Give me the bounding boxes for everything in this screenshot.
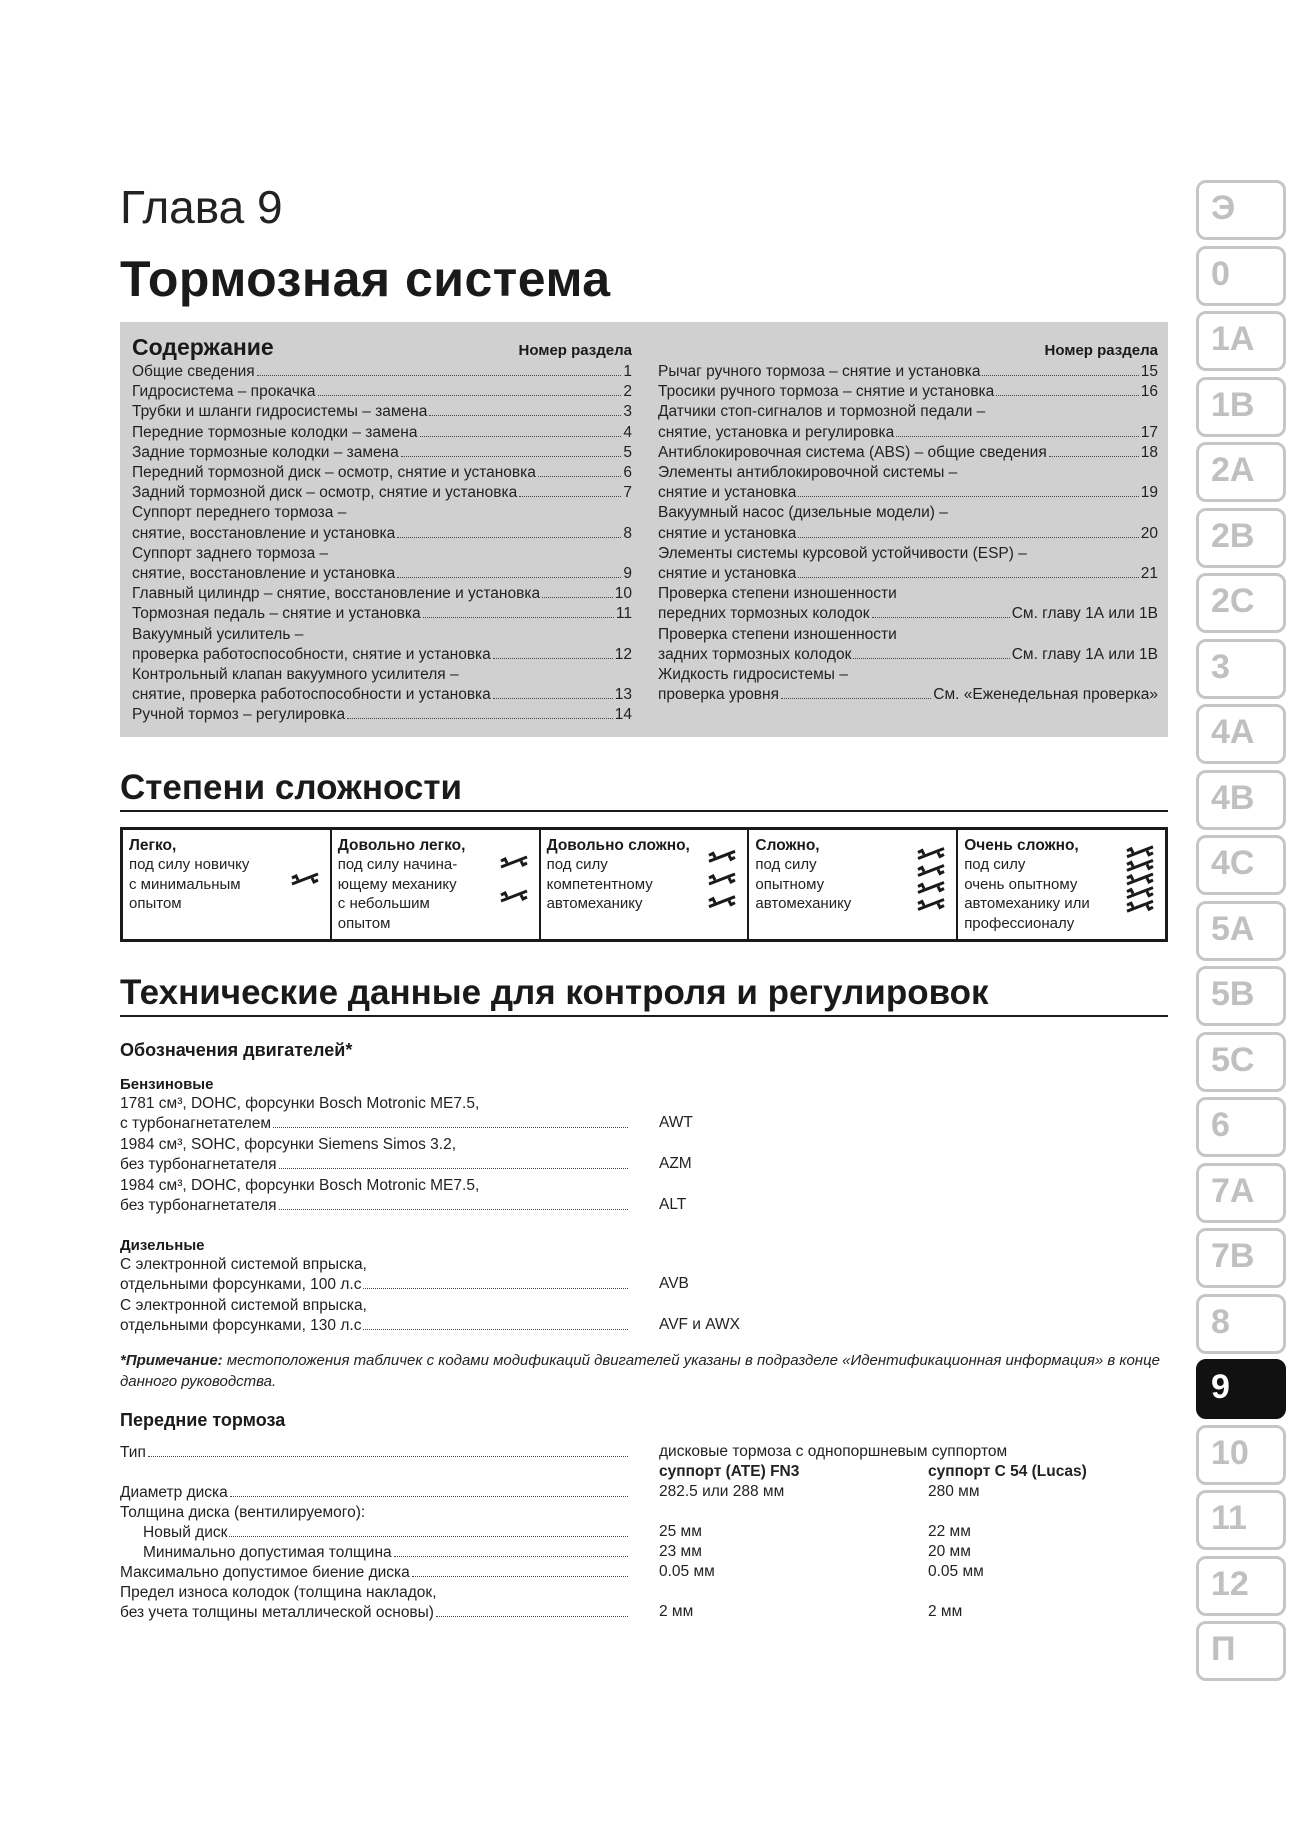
contents-entry-line bbox=[658, 382, 1158, 402]
contents-entry-number: 5 bbox=[623, 443, 632, 461]
difficulty-description: под силу компетентному автомеханику bbox=[546, 856, 653, 912]
contents-entry-title: Передние тормозные колодки – замена bbox=[132, 423, 418, 441]
contents-entry-title: снятие и установка bbox=[658, 484, 797, 502]
contents-entry bbox=[132, 625, 632, 665]
chapter-tab-label: 5В bbox=[1211, 975, 1255, 1013]
contents-entry-title: Жидкость гидросистемы – bbox=[658, 666, 848, 684]
chapter-tab-label: 6 bbox=[1211, 1106, 1230, 1144]
brake-type-label: Тип bbox=[120, 1444, 146, 1461]
contents-entry-line bbox=[132, 402, 632, 422]
min-thickness-row bbox=[143, 1543, 630, 1563]
spanner-icon bbox=[288, 840, 322, 920]
engine-description: 1781 см³, DOHC, форсунки Bosch Motronic ME7.5, bbox=[120, 1095, 480, 1112]
contents-entry bbox=[132, 362, 632, 382]
contents-entry-line bbox=[658, 665, 1158, 685]
contents-entry bbox=[132, 705, 632, 725]
contents-entry-title: Суппорт переднего тормоза – bbox=[132, 504, 347, 522]
difficulty-description: под силу начина- ющему механику с небольшим опытом bbox=[337, 856, 458, 932]
engines-heading: Обозначения двигателей* bbox=[120, 1040, 353, 1060]
contents-entry-line bbox=[658, 463, 1158, 483]
engine-code: AVF и AWX bbox=[659, 1316, 740, 1333]
chapter-tab-1В[interactable] bbox=[1196, 377, 1286, 437]
contents-entry bbox=[658, 382, 1158, 402]
chapter-tab-5А[interactable] bbox=[1196, 901, 1286, 961]
contents-entry-title: Вакуумный насос (дизельные модели) – bbox=[658, 504, 948, 522]
contents-entry-line bbox=[132, 544, 632, 564]
engine-description-cont: без турбонагнетателя bbox=[120, 1156, 277, 1173]
contents-entry-number: 4 bbox=[623, 423, 632, 441]
diesel-label: Дизельные bbox=[120, 1237, 205, 1254]
contents-entry-title: Общие сведения bbox=[132, 363, 255, 380]
contents-entry-title: снятие и установка bbox=[658, 524, 797, 542]
contents-entry-line bbox=[658, 584, 1158, 604]
contents-entry-number: 17 bbox=[1140, 423, 1158, 441]
engine-description-cont: отдельными форсунками, 130 л.с bbox=[120, 1317, 362, 1334]
contents-entry-line bbox=[658, 443, 1158, 463]
contents-entry-title: снятие, восстановление и установка bbox=[132, 565, 396, 583]
contents-entry-line bbox=[658, 604, 1158, 624]
chapter-tab-label: 0 bbox=[1211, 254, 1230, 293]
chapter-tab-12[interactable] bbox=[1196, 1556, 1286, 1616]
contents-entry-number: 14 bbox=[614, 706, 632, 724]
chapter-tab-8[interactable] bbox=[1196, 1294, 1286, 1354]
new-disc-ate: 25 мм bbox=[659, 1523, 702, 1540]
engine-row bbox=[120, 1296, 630, 1336]
contents-entry-line bbox=[132, 503, 632, 523]
contents-list-left bbox=[132, 362, 632, 726]
engine-row bbox=[120, 1094, 630, 1134]
chapter-tab-label: 1В bbox=[1211, 385, 1255, 424]
chapter-tab-label: 2А bbox=[1211, 451, 1255, 489]
chapter-tab-label: 2С bbox=[1211, 582, 1255, 620]
chapter-tab-1А[interactable] bbox=[1196, 311, 1286, 371]
contents-entry-line bbox=[132, 604, 632, 624]
chapter-tab-4В[interactable] bbox=[1196, 770, 1286, 830]
front-brakes-heading: Передние тормоза bbox=[120, 1410, 286, 1430]
contents-entry-title: Главный цилиндр – снятие, восстановление и установка bbox=[132, 585, 541, 603]
chapter-tab-5С[interactable] bbox=[1196, 1032, 1286, 1092]
runout-lucas: 0.05 мм bbox=[928, 1563, 984, 1580]
chapter-tab-10[interactable] bbox=[1196, 1425, 1286, 1485]
contents-entry-title: Суппорт заднего тормоза – bbox=[132, 544, 329, 562]
contents-entry bbox=[658, 402, 1158, 442]
contents-entry bbox=[132, 443, 632, 463]
contents-entry-line bbox=[132, 382, 632, 402]
min-thickness-label: Минимально допустимая толщина bbox=[143, 1544, 392, 1561]
difficulty-label: Довольно легко, bbox=[337, 837, 466, 854]
engine-description: 1984 см³, SOHC, форсунки Siemens Simos 3.2, bbox=[120, 1136, 456, 1153]
chapter-tab-11[interactable] bbox=[1196, 1490, 1286, 1550]
engine-code: ALT bbox=[659, 1196, 687, 1213]
engine-code: AVB bbox=[659, 1275, 689, 1292]
chapter-tab-0[interactable] bbox=[1196, 246, 1286, 306]
chapter-tab-label: 3 bbox=[1211, 647, 1230, 686]
divider bbox=[120, 810, 1168, 812]
chapter-tab-5В[interactable] bbox=[1196, 966, 1286, 1026]
contents-entry-title: Задний тормозной диск – осмотр, снятие и установка bbox=[132, 484, 518, 502]
contents-entry-line bbox=[658, 483, 1158, 503]
spanner-icon bbox=[497, 840, 531, 920]
difficulty-heading: Степени сложности bbox=[120, 768, 463, 807]
difficulty-description: под силу новичку с минимальным опытом bbox=[129, 856, 250, 912]
runout-label: Максимально допустимое биение диска bbox=[120, 1564, 410, 1581]
contents-entry-line bbox=[132, 443, 632, 463]
contents-entry-line bbox=[658, 645, 1158, 665]
contents-entry-line bbox=[132, 665, 632, 685]
contents-entry-title: Трубки и шланги гидросистемы – замена bbox=[132, 403, 428, 421]
contents-entry-line bbox=[132, 362, 632, 382]
contents-entry bbox=[132, 402, 632, 422]
contents-entry-line bbox=[658, 423, 1158, 443]
engine-description-cont: с турбонагнетателем bbox=[120, 1115, 272, 1132]
contents-entry-title: снятие, установка и регулировка bbox=[658, 423, 895, 441]
contents-entry-line bbox=[132, 584, 632, 604]
spanner-icon bbox=[1123, 840, 1157, 920]
contents-entry-title: Элементы системы курсовой устойчивости (ESP) – bbox=[658, 544, 1027, 562]
contents-entry-number: 13 bbox=[614, 686, 632, 704]
contents-entry-title: Рычаг ручного тормоза – снятие и установка bbox=[658, 363, 981, 380]
caliper-ate-header: суппорт (ATE) FN3 bbox=[659, 1463, 800, 1480]
chapter-tab-label: 7А bbox=[1211, 1171, 1255, 1210]
contents-entry-line bbox=[132, 524, 632, 544]
note-prefix: *Примечание: bbox=[120, 1352, 223, 1369]
contents-entry-title: Тросики ручного тормоза – снятие и установка bbox=[658, 383, 995, 401]
contents-entry-title: передних тормозных колодок bbox=[658, 605, 870, 623]
chapter-tab-label: 5А bbox=[1211, 909, 1255, 948]
contents-entry bbox=[132, 423, 632, 443]
contents-entry-title: проверка уровня bbox=[658, 686, 779, 704]
contents-entry-title: Проверка степени изношенности bbox=[658, 585, 897, 603]
contents-entry-number: 18 bbox=[1140, 443, 1158, 461]
chapter-label: Глава 9 bbox=[120, 181, 283, 233]
contents-entry bbox=[132, 544, 632, 584]
difficulty-level bbox=[749, 830, 958, 939]
tech-heading: Технические данные для контроля и регулировок bbox=[120, 973, 989, 1012]
contents-entry bbox=[658, 362, 1158, 382]
pad-wear-row bbox=[120, 1583, 630, 1623]
difficulty-label: Легко, bbox=[129, 837, 177, 854]
pad-wear-ate: 2 мм bbox=[659, 1603, 694, 1620]
engine-row bbox=[120, 1135, 630, 1175]
contents-entry-line bbox=[658, 503, 1158, 523]
contents-entry-title: снятие и установка bbox=[658, 565, 797, 583]
contents-entry-line bbox=[132, 685, 632, 705]
engine-row bbox=[120, 1255, 630, 1295]
chapter-tab-label: 8 bbox=[1211, 1302, 1230, 1341]
pad-wear-label-1: Предел износа колодок (толщина накладок, bbox=[120, 1584, 437, 1601]
engine-description: С электронной системой впрыска, bbox=[120, 1297, 367, 1314]
contents-entry-line bbox=[132, 463, 632, 483]
disc-diameter-ate: 282.5 или 288 мм bbox=[659, 1483, 785, 1500]
disc-diameter-row bbox=[120, 1483, 630, 1503]
chapter-tab-7В[interactable] bbox=[1196, 1228, 1286, 1288]
contents-entry-title: Проверка степени изношенности bbox=[658, 625, 897, 643]
runout-ate: 0.05 мм bbox=[659, 1563, 715, 1580]
contents-entry-title: снятие, проверка работоспособности и установка bbox=[132, 686, 491, 704]
difficulty-description: под силу очень опытному автомеханику или профессионалу bbox=[964, 856, 1090, 932]
chapter-tab-label: 9 bbox=[1211, 1368, 1230, 1406]
disc-thickness-row bbox=[120, 1503, 365, 1523]
engine-description-cont: отдельными форсунками, 100 л.с bbox=[120, 1276, 362, 1293]
contents-entry-number: 16 bbox=[1140, 383, 1158, 401]
chapter-tab-label: 10 bbox=[1211, 1433, 1249, 1472]
contents-entry-title: Элементы антиблокировочной системы – bbox=[658, 464, 958, 482]
engine-row bbox=[120, 1176, 630, 1216]
new-disc-label: Новый диск bbox=[143, 1524, 228, 1541]
caliper-lucas-header: суппорт С 54 (Lucas) bbox=[928, 1463, 1087, 1480]
chapter-tab-label: 2В bbox=[1211, 516, 1255, 555]
chapter-tab-4С[interactable] bbox=[1196, 835, 1286, 895]
chapter-tab-label: 7В bbox=[1211, 1237, 1255, 1275]
contents-box bbox=[120, 322, 1168, 737]
contents-entry bbox=[132, 503, 632, 543]
contents-entry bbox=[658, 503, 1158, 543]
engine-note bbox=[120, 1350, 1170, 1392]
min-thickness-lucas: 20 мм bbox=[928, 1543, 971, 1560]
contents-entry-title: Контрольный клапан вакуумного усилителя – bbox=[132, 666, 459, 684]
contents-entry bbox=[658, 625, 1158, 665]
chapter-tab-3[interactable] bbox=[1196, 639, 1286, 699]
runout-row bbox=[120, 1563, 630, 1583]
chapter-tab-label: 5С bbox=[1211, 1040, 1255, 1079]
contents-entry-number: 21 bbox=[1140, 565, 1158, 583]
contents-entry-title: Тормозная педаль – снятие и установка bbox=[132, 605, 421, 623]
chapter-tab-label: 4А bbox=[1211, 713, 1255, 751]
contents-entry-title: Задние тормозные колодки – замена bbox=[132, 443, 399, 461]
contents-column-left bbox=[132, 334, 632, 726]
engine-code: AZM bbox=[659, 1155, 692, 1172]
difficulty-level bbox=[332, 830, 541, 939]
contents-entry-number: 10 bbox=[614, 585, 632, 603]
contents-entry bbox=[658, 443, 1158, 463]
engine-description: С электронной системой впрыска, bbox=[120, 1256, 367, 1273]
petrol-label: Бензиновые bbox=[120, 1076, 214, 1093]
contents-entry-number: 8 bbox=[623, 524, 632, 542]
contents-entry-title: Передний тормозной диск – осмотр, снятие и установка bbox=[132, 464, 536, 482]
new-disc-lucas: 22 мм bbox=[928, 1523, 971, 1540]
contents-entry-number: 3 bbox=[623, 403, 632, 421]
contents-entry-number: 15 bbox=[1140, 363, 1158, 380]
contents-entry-number: 1 bbox=[623, 363, 632, 380]
contents-entry bbox=[132, 382, 632, 402]
difficulty-level bbox=[123, 830, 332, 939]
difficulty-label: Сложно, bbox=[755, 837, 820, 854]
min-thickness-ate: 23 мм bbox=[659, 1543, 702, 1560]
contents-entry-title: Вакуумный усилитель – bbox=[132, 625, 304, 643]
chapter-tab-7А[interactable] bbox=[1196, 1163, 1286, 1223]
contents-entry-line bbox=[658, 544, 1158, 564]
chapter-title: Тормозная система bbox=[120, 251, 611, 307]
contents-heading: Содержание bbox=[132, 334, 274, 360]
contents-entry bbox=[132, 665, 632, 705]
contents-entry-line bbox=[658, 524, 1158, 544]
chapter-tab-6[interactable] bbox=[1196, 1097, 1286, 1157]
contents-entry-title: задних тормозных колодок bbox=[658, 645, 852, 663]
contents-entry bbox=[132, 584, 632, 604]
contents-entry-line bbox=[132, 423, 632, 443]
difficulty-scale bbox=[120, 827, 1168, 942]
pad-wear-label-2: без учета толщины металлической основы) bbox=[120, 1604, 434, 1621]
chapter-tab-label: 11 bbox=[1211, 1499, 1247, 1537]
engine-description-cont: без турбонагнетателя bbox=[120, 1197, 277, 1214]
chapter-tab-9[interactable] bbox=[1196, 1359, 1286, 1419]
disc-diameter-label: Диаметр диска bbox=[120, 1484, 228, 1501]
contents-entry bbox=[658, 584, 1158, 624]
difficulty-level bbox=[541, 830, 750, 939]
contents-entry-number: См. главу 1А или 1В bbox=[1011, 645, 1158, 663]
note-text: местоположения табличек с кодами модификаций двигателей указаны в подразделе «Идентификационная информация» в конце данного руководства. bbox=[120, 1352, 1160, 1390]
pad-wear-lucas: 2 мм bbox=[928, 1603, 963, 1620]
chapter-tab-label: 4С bbox=[1211, 844, 1255, 882]
contents-entry-title: Ручной тормоз – регулировка bbox=[132, 706, 346, 724]
chapter-tab-label: П bbox=[1211, 1630, 1236, 1668]
difficulty-description: под силу опытному автомеханику bbox=[755, 856, 852, 912]
contents-entry-number: 7 bbox=[623, 484, 632, 502]
contents-entry-line bbox=[658, 564, 1158, 584]
contents-entry bbox=[132, 604, 632, 624]
contents-column-right bbox=[658, 334, 1158, 705]
chapter-tab-label: Э bbox=[1211, 189, 1236, 227]
contents-entry-number: 20 bbox=[1140, 524, 1158, 542]
contents-entry-number: См. «Еженедельная проверка» bbox=[933, 686, 1158, 704]
brake-type-value: дисковые тормоза с однопоршневым суппортом bbox=[659, 1443, 1008, 1460]
chapter-tab-П[interactable] bbox=[1196, 1621, 1286, 1681]
brake-type-row bbox=[120, 1443, 630, 1463]
difficulty-level bbox=[958, 830, 1165, 939]
contents-entry-title: Антиблокировочная система (ABS) – общие сведения bbox=[658, 443, 1047, 461]
difficulty-label: Довольно сложно, bbox=[546, 837, 690, 854]
chapter-tab-label: 12 bbox=[1211, 1564, 1249, 1603]
disc-diameter-lucas: 280 мм bbox=[928, 1483, 980, 1500]
contents-entry-line bbox=[658, 402, 1158, 422]
contents-entry-line bbox=[658, 685, 1158, 705]
contents-entry bbox=[658, 544, 1158, 584]
contents-entry bbox=[132, 483, 632, 503]
contents-list-right bbox=[658, 362, 1158, 705]
contents-entry-number: 12 bbox=[614, 645, 632, 663]
chapter-tab-2А[interactable] bbox=[1196, 442, 1286, 502]
spanner-icon bbox=[914, 840, 948, 920]
spanner-icon bbox=[705, 840, 739, 920]
contents-entry-line bbox=[132, 625, 632, 645]
contents-entry-title: проверка работоспособности, снятие и установка bbox=[132, 645, 491, 663]
chapter-tab-label: 1А bbox=[1211, 320, 1255, 358]
contents-entry-line bbox=[658, 362, 1158, 382]
engine-code: AWT bbox=[659, 1114, 693, 1131]
contents-entry-line bbox=[658, 625, 1158, 645]
contents-entry-number: 19 bbox=[1140, 484, 1158, 502]
engine-description: 1984 см³, DOHC, форсунки Bosch Motronic ME7.5, bbox=[120, 1177, 480, 1194]
chapter-tab-2В[interactable] bbox=[1196, 508, 1286, 568]
contents-entry bbox=[658, 463, 1158, 503]
contents-entry-number: См. главу 1А или 1В bbox=[1011, 605, 1158, 623]
difficulty-label: Очень сложно, bbox=[964, 837, 1079, 854]
contents-entry-title: Гидросистема – прокачка bbox=[132, 383, 316, 401]
section-number-heading: Номер раздела bbox=[518, 342, 632, 359]
contents-entry-number: 11 bbox=[615, 605, 632, 623]
contents-entry-title: снятие, восстановление и установка bbox=[132, 524, 396, 542]
contents-entry-number: 2 bbox=[623, 383, 632, 401]
contents-entry-line bbox=[132, 483, 632, 503]
divider bbox=[120, 1015, 1168, 1017]
chapter-tab-4А[interactable] bbox=[1196, 704, 1286, 764]
contents-entry bbox=[658, 665, 1158, 705]
section-number-heading: Номер раздела bbox=[1044, 342, 1158, 359]
contents-entry-number: 6 bbox=[623, 464, 632, 482]
chapter-tab-label: 4В bbox=[1211, 778, 1255, 817]
contents-entry-line bbox=[132, 564, 632, 584]
contents-entry-line bbox=[132, 705, 632, 725]
new-disc-row bbox=[143, 1523, 630, 1543]
contents-entry-number: 9 bbox=[623, 565, 632, 583]
chapter-tab-2С[interactable] bbox=[1196, 573, 1286, 633]
contents-entry-title: Датчики стоп-сигналов и тормозной педали – bbox=[658, 403, 986, 421]
contents-entry-line bbox=[132, 645, 632, 665]
chapter-tab-Э[interactable] bbox=[1196, 180, 1286, 240]
disc-thickness-label: Толщина диска (вентилируемого): bbox=[120, 1504, 366, 1521]
contents-entry bbox=[132, 463, 632, 483]
